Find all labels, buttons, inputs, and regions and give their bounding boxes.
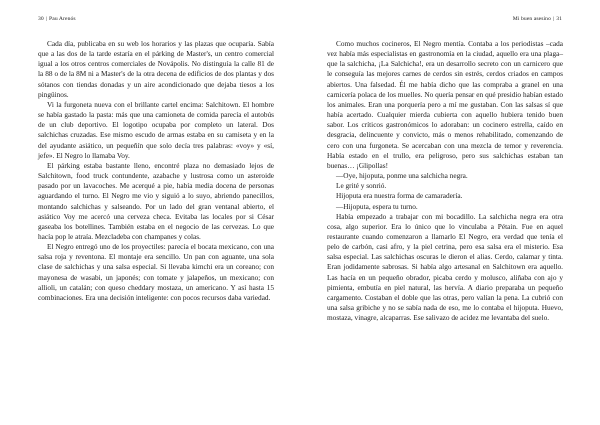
left-header-separator: |: [45, 16, 48, 22]
paragraph: Cada día, publicaba en su web los horarios y las plazas que ocuparía. Sabía que a las dos de la tarde estaría en el párking de Master's, un centro comercial igual a los otros centros comerciales de Novápolis. No distinguía la calle 81 de la 88 o de la 8M ni a Master's de la otra decena de edificios de dos plantas y dos sótanos con tiendas donadas y un aire acondicionado que dejaba tiesos a los pingüinos.: [38, 39, 274, 99]
right-text-column: [327, 39, 563, 323]
paragraph: El Negro entregó uno de los proyectiles: parecía el bocata mexicano, con una salsa roja y reventona. El montaje era sencillo. Un pan con aguante, una sola clase de salchichas y una salsa especial. Si llevaba kimchi era un coreano; con mayonesa de wasabi, un japonés; con tomate y jalapeños, un mexicano; con allioli, un catalán; con queso cheddary mostaza, un americano. Y así hasta 15 combinaciones. Era una decisión inteligente: con pocos recursos daba variedad.: [38, 242, 274, 302]
dialogue-line: —Oye, hijoputa, ponme una salchicha negra.: [336, 171, 468, 181]
left-running-header: [38, 16, 76, 22]
left-page-number: 30: [38, 16, 44, 22]
dialogue-line: —Hijoputa, espera tu turno.: [336, 201, 418, 211]
left-text-column: [38, 39, 274, 303]
right-header-separator: |: [552, 16, 555, 22]
paragraph: Como muchos cocineros, El Negro mentía. Contaba a los periodistas –cada vez había más especialistas en gastronomía en la ciudad, aquello era una plaga– que la salchicha, ¡La Salchicha!, era un desarrollo secreto con un carnicero que le conseguía las mejores carnes de cerdos sin estrés, cerdos criados en campos abiertos. Una falsedad. Él me había dicho que las compraba a granel en una carnicería polaca de los muelles. No quería pensar en qué presidio habían estado los animales. Eran una porquería pero a mí me gustaban. Con las salsas sí que había acertado. Cualquier mierda cubierta con aquello hubiera tenido buen sabor. Los críticos gastronómicos lo adoraban: un cocinero estrella, caído en desgracia, delincuente y convicto, más o menos rehabilitado, comenzando de cero con una furgoneta. Se acercaban con una mezcla de temor y reverencia. Había estado en el trullo, era peligroso, pero sus salchichas estaban tan buenas… ¡Glipollas!: [327, 39, 563, 170]
paragraph: Vi la furgoneta nueva con el brillante cartel encima: Salchitown. El hombre se había gastado la pasta: más que una camioneta de comida parecía el autobús de un club deportivo. El logotipo ocupaba por completo un lateral. Dos salchichas cruzadas. Ese mismo escudo de armas estaba en su camiseta y en la del ayudante asiático, un pequeñín que solo decía tres palabras: «voy» y «sí, jefe». El Negro lo llamaba Voy.: [38, 99, 274, 160]
paragraph: Había empezado a trabajar con mi bocadillo. La salchicha negra era otra cosa, algo superior. Era lo único que lo vinculaba a Pétain. Fue en aquel restaurante cuando comenzaron a llamarlo El Negro, era verdad que tenía el pelo de carbón, casi afro, y la piel cetrina, pero esa salsa era el misterio. Esa salsa especial. Las salchichas oscuras le dieron el alias. Cerdo, calamar y tinta. Eran jodidamente sabrosas. Si había algo artesanal en Salchitown era aquello. Las hacía en un pequeño obrador, picaba cerdo y molusco, aliñaba con ajo y pimienta, embutía en piel natural, las hervía. A diario preparaba un pequeño cargamento. Costaban el doble que las otras, pero valían la pena. La cubrió con una salsa gribiche y no se sabía nada de eso, me lo contaba el hijoputa. Huevo, mostaza, vinagre, alcaparras. Ese salivazo de acidez me levantaba del suelo.: [327, 211, 563, 323]
right-header-title: Mi buen asesino: [512, 16, 551, 22]
right-page: [300, 0, 600, 425]
dialogue-line: Le grité y sonrió.: [336, 181, 387, 191]
left-header-author: Pau Arenós: [49, 16, 76, 22]
right-page-number: 31: [556, 16, 562, 22]
paragraph: El párking estaba bastante lleno, encontré plaza no demasiado lejos de Salchitown, food truck contundente, azabache y lustrosa como un asteroide pasado por un lavacoches. Me acerqué a pie, había media docena de personas aguardando el turno. El Negro me vio y siguió a lo suyo, abriendo panecillos, montando salchichas y salseando. Por un lado del gran ventanal abierto, el asiático Voy me acercó una cerveza checa. Evitaba las locales por si César gaseaba los botellines. También estaba en el negocio de las cervezas. Lo que hacía pop le atraía. Mezcladeba con champanes y colas.: [38, 160, 274, 241]
dialogue-line: Hijoputa era nuestra forma de camaradería.: [336, 191, 463, 201]
right-running-header: [513, 16, 562, 22]
